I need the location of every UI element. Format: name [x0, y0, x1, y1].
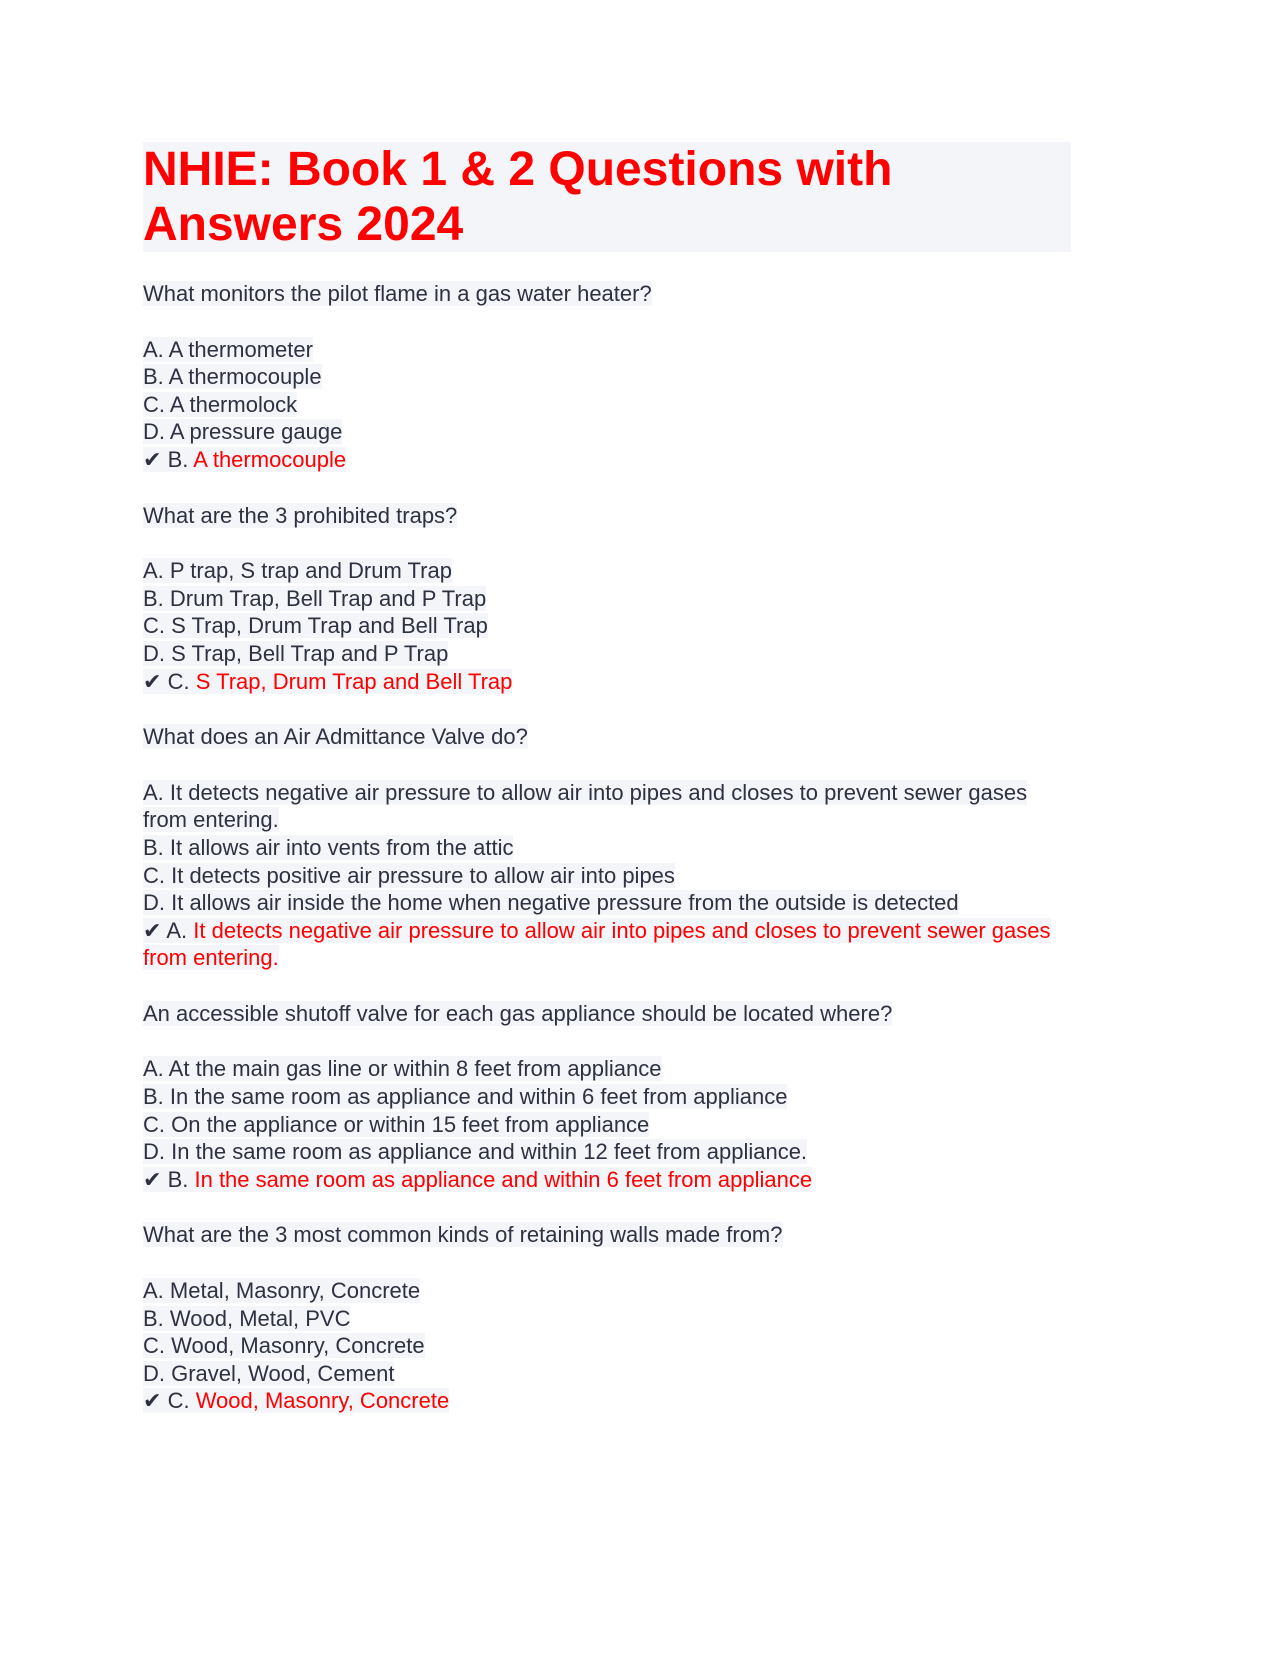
- question-label: What are the 3 most common kinds of retaining walls made from?: [143, 1222, 783, 1248]
- spacer: [143, 529, 1071, 557]
- option-label: B. In the same room as appliance and within 6 feet from appliance: [143, 1084, 788, 1110]
- checkmark-icon: ✔: [143, 446, 162, 472]
- question-text: [143, 280, 1071, 308]
- option-item: [143, 862, 1071, 890]
- question-list: [143, 252, 1071, 1415]
- document-page: [143, 142, 1071, 1415]
- option-label: A. Metal, Masonry, Concrete: [143, 1278, 421, 1304]
- option-label: B. Wood, Metal, PVC: [143, 1305, 351, 1331]
- option-label: B. It allows air into vents from the attic: [143, 834, 514, 860]
- question-block: [143, 972, 1071, 1194]
- document-title: NHIE: Book 1 & 2 Questions with Answers 2024: [143, 142, 1071, 252]
- correct-answer: [143, 446, 1071, 474]
- option-item: [143, 585, 1071, 613]
- option-item: [143, 1138, 1071, 1166]
- answer-letter: B.: [167, 1166, 189, 1192]
- spacer: [143, 474, 1071, 502]
- question-label: An accessible shutoff valve for each gas appliance should be located where?: [143, 1000, 893, 1026]
- answer-letter: C.: [167, 1388, 190, 1414]
- question-block: [143, 474, 1071, 696]
- option-item: [143, 363, 1071, 391]
- option-label: D. S Trap, Bell Trap and P Trap: [143, 640, 449, 666]
- option-item: [143, 1055, 1071, 1083]
- answer-letter: C.: [167, 668, 190, 694]
- option-label: A. A thermometer: [143, 336, 313, 362]
- answer-text: Wood, Masonry, Concrete: [195, 1388, 450, 1414]
- option-label: D. In the same room as appliance and within 12 feet from appliance.: [143, 1139, 808, 1165]
- spacer: [143, 1193, 1071, 1221]
- spacer: [143, 751, 1071, 779]
- answer-letter: A.: [166, 917, 188, 943]
- option-item: [143, 1111, 1071, 1139]
- option-item: [143, 779, 1071, 834]
- checkmark-icon: ✔: [143, 1388, 162, 1414]
- answer-text: S Trap, Drum Trap and Bell Trap: [195, 668, 513, 694]
- option-item: [143, 612, 1071, 640]
- answer-highlight: [143, 1388, 449, 1413]
- option-label: B. A thermocouple: [143, 364, 322, 390]
- option-item: [143, 1332, 1071, 1360]
- option-label: C. S Trap, Drum Trap and Bell Trap: [143, 613, 488, 639]
- checkmark-icon: ✔: [143, 917, 162, 943]
- answer-highlight: [143, 447, 346, 472]
- question-block: [143, 252, 1071, 474]
- option-label: D. It allows air inside the home when negative pressure from the outside is detected: [143, 890, 959, 916]
- option-label: C. It detects positive air pressure to allow air into pipes: [143, 862, 675, 888]
- spacer: [143, 1027, 1071, 1055]
- question-text: [143, 1000, 1071, 1028]
- correct-answer: [143, 668, 1071, 696]
- checkmark-icon: ✔: [143, 1166, 162, 1192]
- spacer: [143, 1249, 1071, 1277]
- correct-answer: [143, 1387, 1071, 1415]
- answer-highlight: [143, 1167, 812, 1192]
- option-label: A. P trap, S trap and Drum Trap: [143, 558, 452, 584]
- option-item: [143, 1277, 1071, 1305]
- option-item: [143, 1305, 1071, 1333]
- correct-answer: [143, 917, 1071, 972]
- answer-text: In the same room as appliance and within 6 feet from appliance: [194, 1166, 813, 1192]
- answer-highlight: [143, 669, 512, 694]
- option-item: [143, 557, 1071, 585]
- option-label: C. Wood, Masonry, Concrete: [143, 1333, 425, 1359]
- option-item: [143, 418, 1071, 446]
- spacer: [143, 695, 1071, 723]
- option-label: D. A pressure gauge: [143, 419, 343, 445]
- question-label: What does an Air Admittance Valve do?: [143, 724, 528, 750]
- option-item: [143, 1083, 1071, 1111]
- question-label: What are the 3 prohibited traps?: [143, 502, 458, 528]
- answer-text: It detects negative air pressure to allow air into pipes and closes to prevent sewer gases from entering.: [143, 917, 1051, 971]
- option-label: A. At the main gas line or within 8 feet from appliance: [143, 1056, 662, 1082]
- answer-text: A thermocouple: [193, 446, 347, 472]
- answer-letter: B.: [167, 446, 189, 472]
- option-item: [143, 640, 1071, 668]
- spacer: [143, 308, 1071, 336]
- correct-answer: [143, 1166, 1071, 1194]
- question-text: [143, 502, 1071, 530]
- option-label: A. It detects negative air pressure to allow air into pipes and closes to prevent sewer gases from entering.: [143, 779, 1028, 833]
- option-item: [143, 1360, 1071, 1388]
- option-label: C. On the appliance or within 15 feet from appliance: [143, 1111, 650, 1137]
- question-label: What monitors the pilot flame in a gas water heater?: [143, 281, 652, 306]
- option-item: [143, 391, 1071, 419]
- spacer: [143, 972, 1071, 1000]
- option-item: [143, 336, 1071, 364]
- checkmark-icon: ✔: [143, 668, 162, 694]
- option-label: B. Drum Trap, Bell Trap and P Trap: [143, 585, 487, 611]
- option-label: C. A thermolock: [143, 391, 298, 417]
- question-text: [143, 723, 1071, 751]
- spacer: [143, 252, 1071, 280]
- option-item: [143, 834, 1071, 862]
- option-item: [143, 889, 1071, 917]
- question-text: [143, 1221, 1071, 1249]
- question-block: [143, 695, 1071, 972]
- answer-highlight: [143, 918, 1051, 971]
- question-block: [143, 1193, 1071, 1415]
- option-label: D. Gravel, Wood, Cement: [143, 1360, 395, 1386]
